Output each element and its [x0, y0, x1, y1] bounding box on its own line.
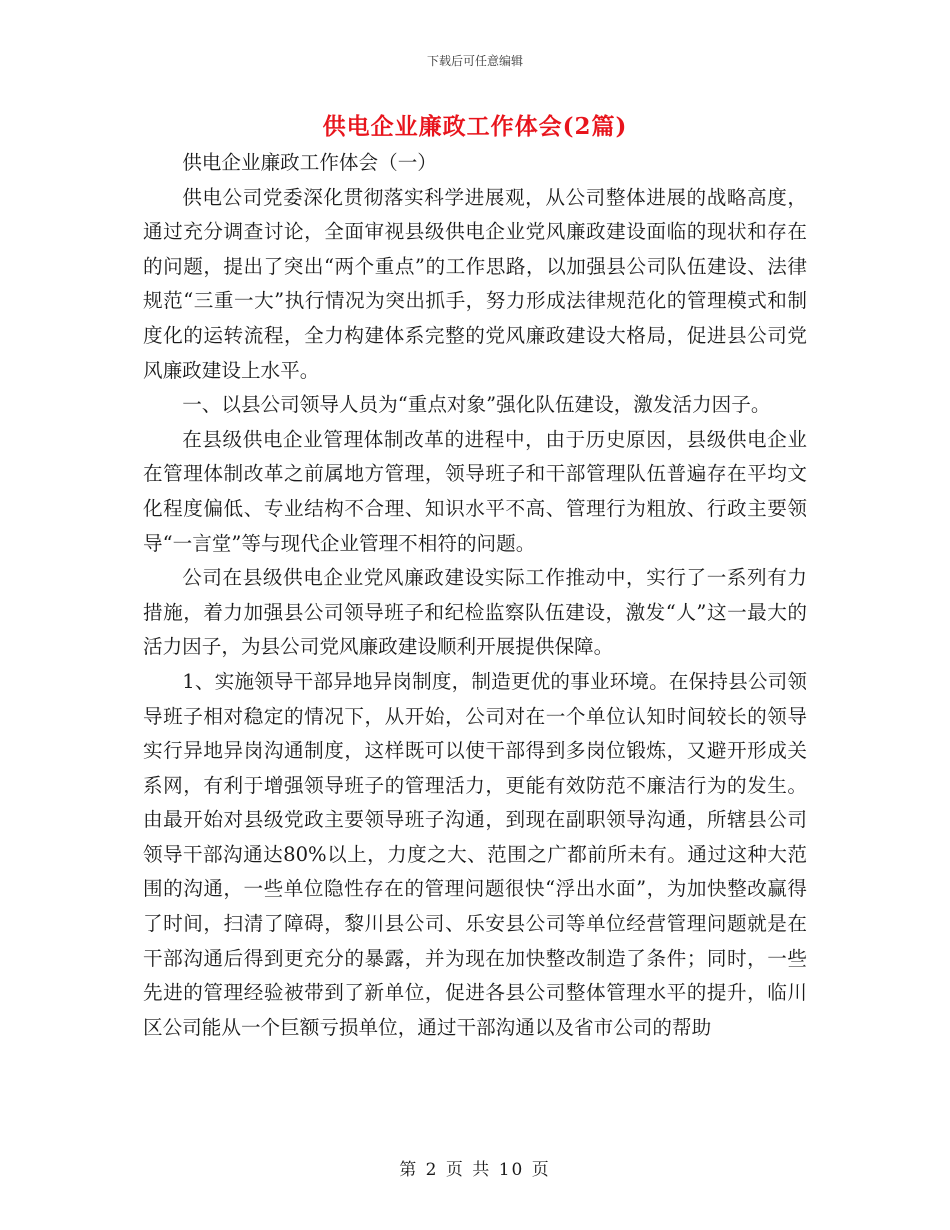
page-footer: 第 2 页 共 10 页: [399, 1160, 551, 1180]
paragraph-rotation-system: 1、实施领导干部异地异岗制度，制造更优的事业环境。在保持县公司领导班子相对稳定的情况下，从开始，公司对在一个单位认知时间较长的领导实行异地异岗沟通制度，这样既可以使干部得到多岗位锻炼，又避开形成关系网，有利于增强领导班子的管理活力，更能有效防范不廉洁行为的发生。由最开始对县级党政主要领导班子沟通，到现在副职领导沟通，所辖县公司领导干部沟通达80%以上，力度之大、范围之广都前所未有。通过这种大范围的沟通，一些单位隐性存在的管理问题很快“浮出水面”，为加快整改赢得了时间，扫清了障碍，黎川县公司、乐安县公司等单位经营管理问题就是在干部沟通后得到更充分的暴露，并为现在加快整改制造了条件；同时，一些先进的管理经验被带到了新单位，促进各县公司整体管理水平的提升，临川区公司能从一个巨额亏损单位，通过干部沟通以及省市公司的帮助: [143, 669, 807, 1039]
paragraph-intro: 供电公司党委深化贯彻落实科学进展观，从公司整体进展的战略高度，通过充分调查讨论，全面审视县级供电企业党风廉政建设面临的现状和存在的问题，提出了突出“两个重点”的工作思路，以加强县公司队伍建设、法律规范“三重一大”执行情况为突出抓手，努力形成法律规范化的管理模式和制度化的运转流程，全力构建体系完整的党风廉政建设大格局，促进县公司党风廉政建设上水平。: [143, 185, 807, 382]
document-body: [143, 146, 807, 1045]
paragraph-measures: 公司在县级供电企业党风廉政建设实际工作推动中，实行了一系列有力措施，着力加强县公司领导班子和纪检监察队伍建设，激发“人”这一最大的活力因子，为县公司党风廉政建设顺利开展提供保障。: [143, 566, 807, 659]
paragraph-point-one: 一、以县公司领导人员为“重点对象”强化队伍建设，激发活力因子。: [182, 393, 771, 417]
header-note: 下载后可任意编辑: [426, 54, 523, 68]
document-title: 供电企业廉政工作体会(2篇): [322, 113, 628, 140]
paragraph-background: 在县级供电企业管理体制改革的进程中，由于历史原因，县级供电企业在管理体制改革之前属地方管理，领导班子和干部管理队伍普遍存在平均文化程度偏低、专业结构不合理、知识水平不高、管理行为粗放、行政主要领导“一言堂”等与现代企业管理不相符的问题。: [143, 427, 807, 555]
section-heading: 供电企业廉政工作体会（一）: [182, 151, 437, 174]
